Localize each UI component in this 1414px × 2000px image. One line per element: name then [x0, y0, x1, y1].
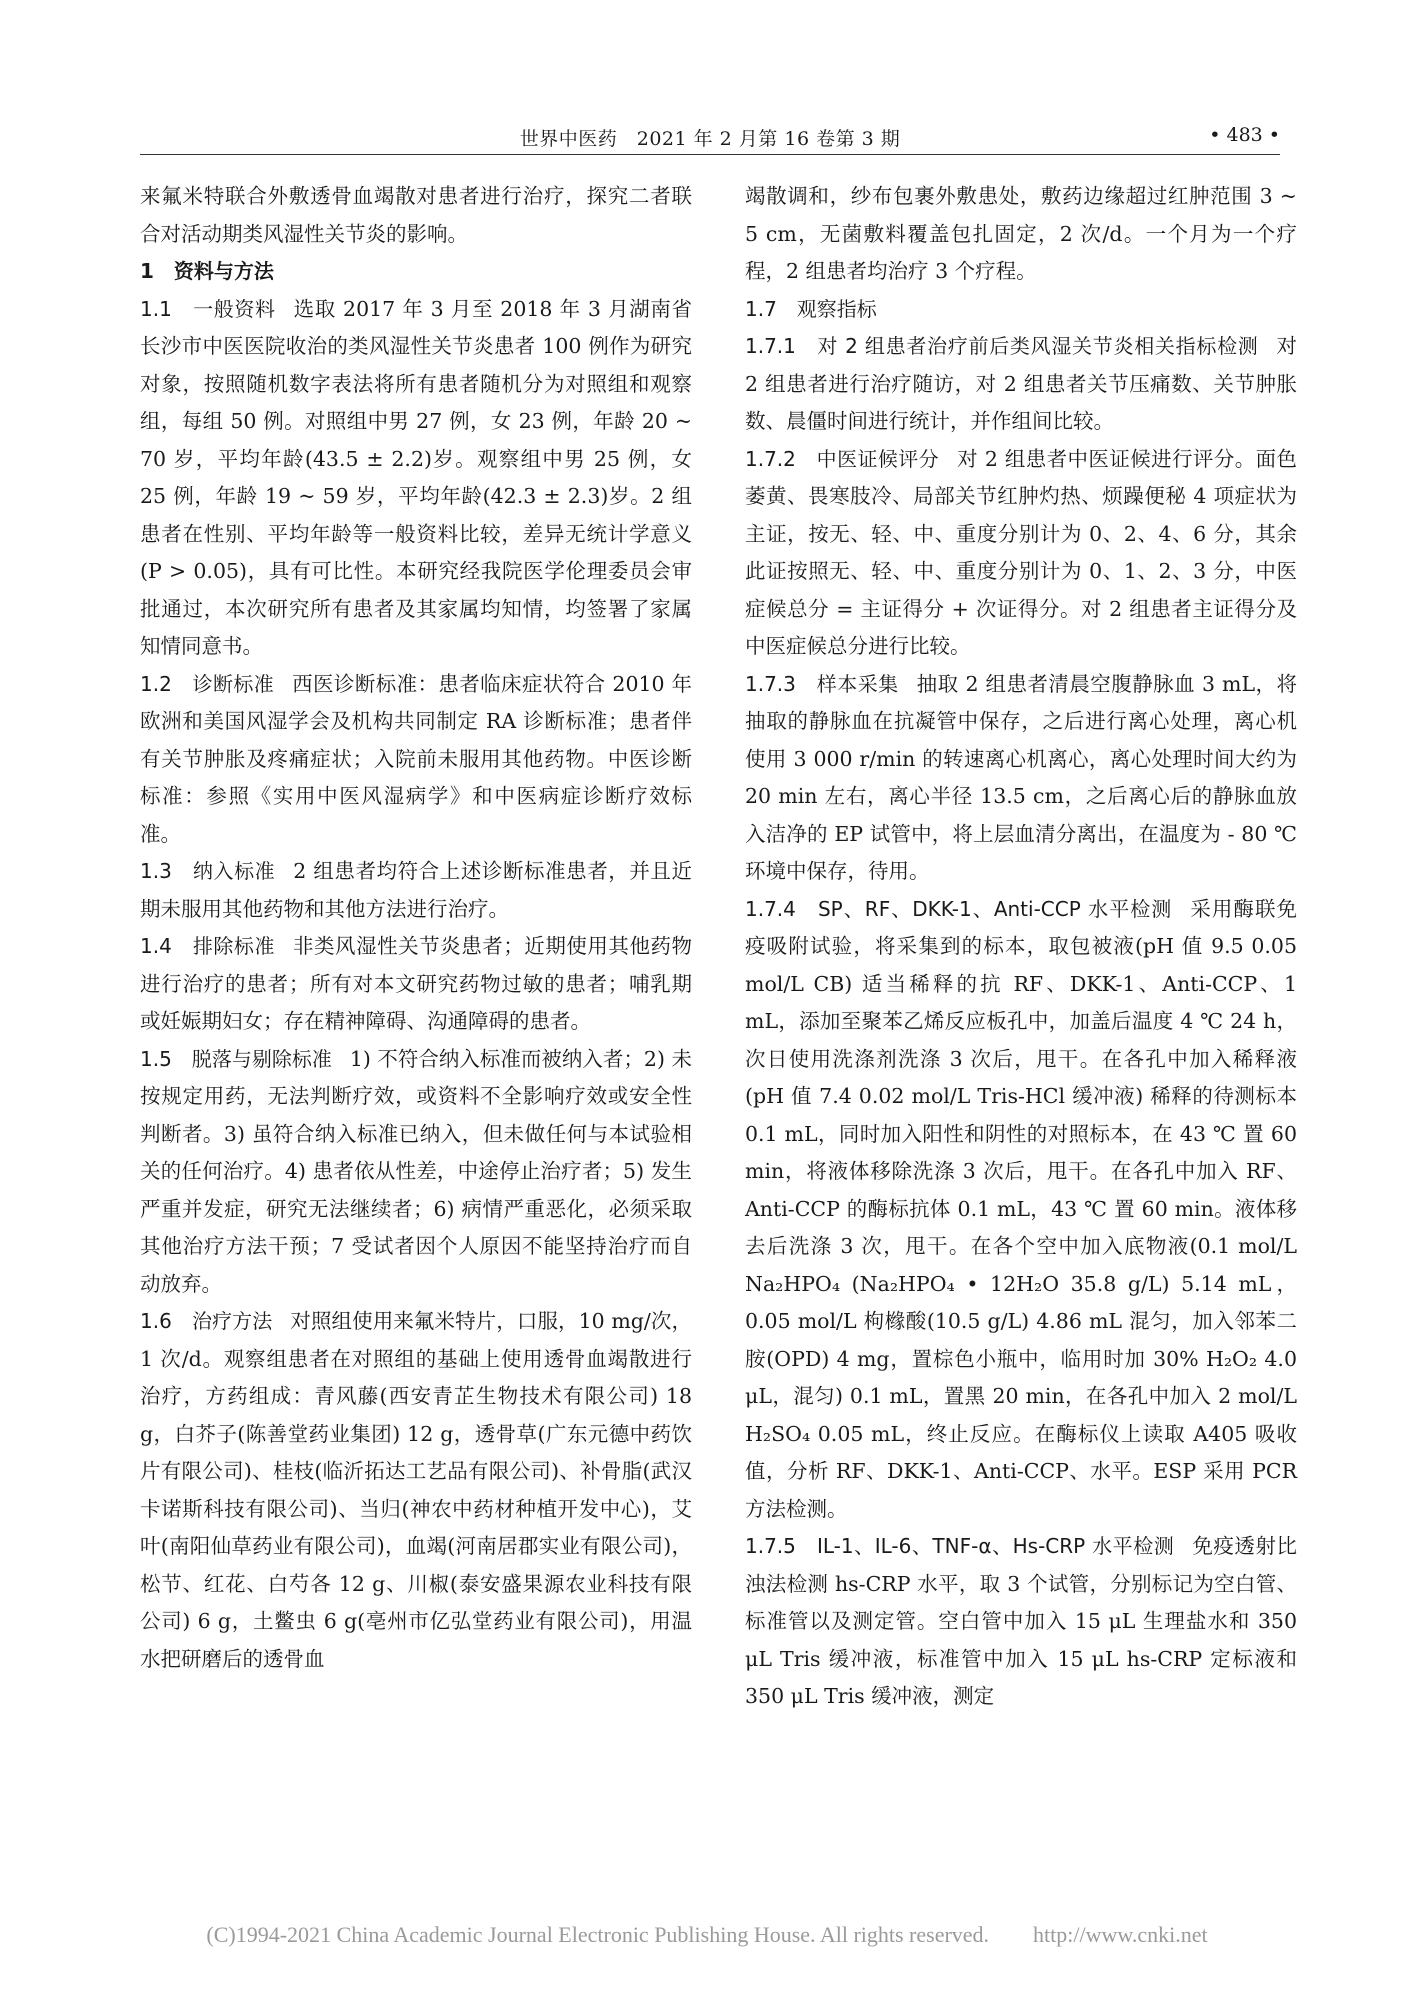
right-column: [745, 178, 1297, 1716]
paragraph-1-7: 1.7 观察指标: [745, 296, 877, 321]
header-rule: [140, 154, 1280, 155]
paragraph-1-7-1: 1.7.1 对 2 组患者治疗前后类风湿关节炎相关指标检测 对 2 组患者进行治疗随访，对 2 组患者关节压痛数、关节肿胀数、晨僵时间进行统计，并作组间比较。: [745, 334, 1297, 433]
paragraph-1-7-5: 1.7.5 IL-1、IL-6、TNF-α、Hs-CRP 水平检测 免疫透射比浊法检测 hs-CRP 水平，取 3 个试管，分别标记为空白管、标准管以及测定管。空白管中加入 15 μL 生理盐水和 350 μL Tris 缓冲液，标准管中加入 15 μL hs-CRP 定标液和 350 μL Tris 缓冲液，测定: [745, 1534, 1298, 1708]
running-header: [140, 120, 1280, 156]
paragraph-1-7-4: 1.7.4 SP、RF、DKK-1、Anti-CCP 水平检测 采用酶联免疫吸附试验，将采集到的标本，取包被液(pH 值 9.5 0.05 mol/L CB) 适当稀释的抗 RF、DKK-1、Anti-CCP、1 mL，添加至聚苯乙烯反应板孔中，加盖后温度 4 ℃ 24 h，次日使用洗涤剂洗涤 3 次后，甩干。在各孔中加入稀释液(pH 值 7.4 0.02 mol/L Tris-HCl 缓冲液) 稀释的待测标本 0.1 mL，同时加入阳性和阴性的对照标本，在 43 ℃ 置 60 min，将液体移除洗涤 3 次后，甩干。在各孔中加入 RF、Anti-CCP 的酶标抗体 0.1 mL，43 ℃ 置 60 min。液体移去后洗涤 3 次，甩干。在各个空中加入底物液(0.1 mol/L Na₂HPO₄ (Na₂HPO₄ • 12H₂O 35.8 g/L) 5.14 mL，0.05 mol/L 枸橼酸(10.5 g/L) 4.86 mL 混匀，加入邻苯二胺(OPD) 4 mg，置棕色小瓶中，临用时加 30% H₂O₂ 4.0 μL，混匀) 0.1 mL，置黑 20 min，在各孔中加入 2 mol/L H₂SO₄ 0.05 mL，终止反应。在酶标仪上读取 A405 吸收值，分析 RF、DKK-1、Anti-CCP、水平。ESP 采用 PCR 方法检测。: [745, 896, 1298, 1521]
paragraph-1-6-continued: 竭散调和，纱布包裹外敷患处，敷药边缘超过红肿范围 3 ~ 5 cm，无菌敷料覆盖包扎固定，2 次/d。一个月为一个疗程，2 组患者均治疗 3 个疗程。: [745, 184, 1297, 283]
paragraph-1-7-2: 1.7.2 中医证候评分 对 2 组患者中医证候进行评分。面色萎黄、畏寒肢冷、局部关节红肿灼热、烦躁便秘 4 项症状为主证，按无、轻、中、重度分别计为 0、2、4、6 分，其余此证按照无、轻、中、重度分别计为 0、1、2、3 分，中医症候总分 = 主证得分 + 次证得分。对 2 组患者主证得分及中医症候总分进行比较。: [745, 446, 1298, 658]
paragraph-1-2: 1.2 诊断标准 西医诊断标准：患者临床症状符合 2010 年欧洲和美国风湿学会及机构共同制定 RA 诊断标准；患者伴有关节肿胀及疼痛症状；入院前未服用其他药物。中医诊断标准：参照《实用中医风湿病学》和中医病症诊断疗效标准。: [140, 671, 692, 846]
page-number: • 483 •: [1209, 124, 1280, 146]
paragraph-1-4: 1.4 排除标准 非类风湿性关节炎患者；近期使用其他药物进行治疗的患者；所有对本文研究药物过敏的患者；哺乳期或妊娠期妇女；存在精神障碍、沟通障碍的患者。: [140, 934, 692, 1033]
copyright-footer: (C)1994-2021 China Academic Journal Electronic Publishing House. All rights reserved. http://www.cnki.net: [206, 1922, 1208, 1947]
paragraph-intro-continued: 来氟米特联合外敷透骨血竭散对患者进行治疗，探究二者联合对活动期类风湿性关节炎的影响。: [140, 184, 692, 246]
paragraph-1-7-3: 1.7.3 样本采集 抽取 2 组患者清晨空腹静脉血 3 mL，将抽取的静脉血在抗凝管中保存，之后进行离心处理，离心机使用 3 000 r/min 的转速离心机离心，离心处理时间大约为 20 min 左右，离心半径 13.5 cm，之后离心后的静脉血放入洁净的 EP 试管中，将上层血清分离出，在温度为 - 80 ℃ 环境中保存，待用。: [745, 671, 1298, 883]
paragraph-1-5: 1.5 脱落与剔除标准 1) 不符合纳入标准而被纳入者；2) 未按规定用药，无法判断疗效，或资料不全影响疗效或安全性判断者。3) 虽符合纳入标准已纳入，但未做任何与本试验相关的任何治疗。4) 患者依从性差，中途停止治疗者；5) 发生严重并发症，研究无法继续者；6) 病情严重恶化，必须采取其他治疗方法干预；7 受试者因个人原因不能坚持治疗而自动放弃。: [140, 1046, 692, 1296]
section-heading-1: 1 资料与方法: [140, 259, 274, 283]
paragraph-1-6: 1.6 治疗方法 对照组使用来氟米特片，口服，10 mg/次，1 次/d。观察组患者在对照组的基础上使用透骨血竭散进行治疗，方药组成：青风藤(西安青芷生物技术有限公司) 18 g，白芥子(陈善堂药业集团) 12 g，透骨草(广东元德中药饮片有限公司)、桂枝(临沂拓达工艺品有限公司)、补骨脂(武汉卡诺斯科技有限公司)、当归(神农中药材种植开发中心)，艾叶(南阳仙草药业有限公司)，血竭(河南居郡实业有限公司)，松节、红花、白芍各 12 g、川椒(泰安盛果源农业科技有限公司) 6 g，土鳖虫 6 g(亳州市亿弘堂药业有限公司)，用温水把研磨后的透骨血: [140, 1309, 692, 1671]
paragraph-1-1: 1.1 一般资料 选取 2017 年 3 月至 2018 年 3 月湖南省长沙市中医医院收治的类风湿性关节炎患者 100 例作为研究对象，按照随机数字表法将所有患者随机分为对照组和观察组，每组 50 例。对照组中男 27 例，女 23 例，年龄 20 ~ 70 岁，平均年龄(43.5 ± 2.2)岁。观察组中男 25 例，女 25 例，年龄 19 ~ 59 岁，平均年龄(42.3 ± 2.3)岁。2 组患者在性别、平均年龄等一般资料比较，差异无统计学意义(P > 0.05)，具有可比性。本研究经我院医学伦理委员会审批通过，本次研究所有患者及其家属均知情，均签署了家属知情同意书。: [140, 296, 692, 658]
paragraph-1-3: 1.3 纳入标准 2 组患者均符合上述诊断标准患者，并且近期未服用其他药物和其他方法进行治疗。: [140, 859, 692, 921]
left-column: [140, 178, 692, 1678]
journal-title: 世界中医药 2021 年 2 月第 16 卷第 3 期: [519, 128, 901, 150]
